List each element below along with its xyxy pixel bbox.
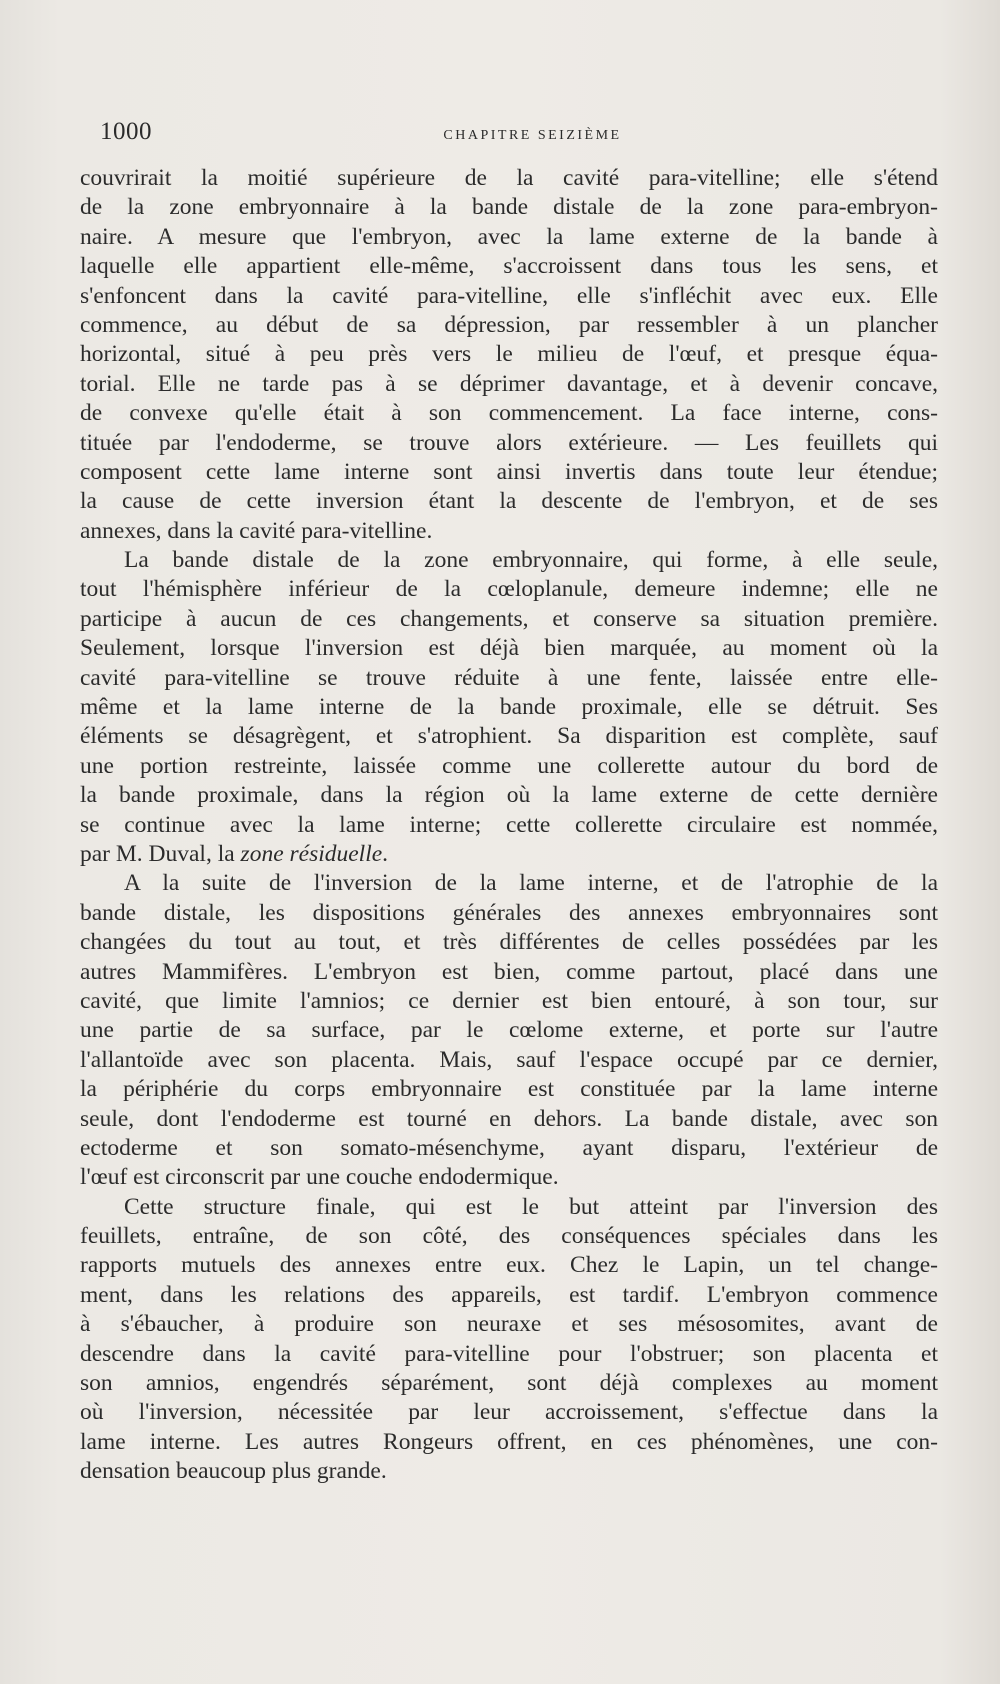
- body-text: [80, 164, 938, 1487]
- text-line: l'œuf est circonscrit par une couche endodermique.: [80, 1164, 559, 1191]
- text-line: Seulement, lorsque l'inversion est déjà bien marquée, au moment où la: [80, 635, 938, 662]
- text-line: laquelle elle appartient elle-même, s'accroissent dans tous les sens, et: [80, 253, 938, 280]
- text-line: Cette structure finale, qui est le but atteint par l'inversion des: [124, 1193, 938, 1220]
- text-line: couvrirait la moitié supérieure de la cavité para-vitelline; elle s'étend: [80, 165, 938, 191]
- text-line: s'enfoncent dans la cavité para-vitelline, elle s'infléchit avec eux. Elle: [80, 282, 938, 309]
- text-line: commence, au début de sa dépression, par ressembler à un plancher: [80, 311, 938, 338]
- text-line: de la zone embryonnaire à la bande distale de la zone para-embryon-: [80, 194, 938, 221]
- running-head: [95, 118, 940, 148]
- text-line: ectoderme et son somato-mésenchyme, ayant disparu, l'extérieur de: [80, 1134, 938, 1161]
- paragraph-2: [80, 546, 938, 869]
- text-line: torial. Elle ne tarde pas à se déprimer davantage, et à devenir concave,: [80, 370, 938, 397]
- text-line: lame interne. Les autres Rongeurs offrent, en ces phénomènes, une con-: [80, 1428, 938, 1455]
- text-line: changées du tout au tout, et très différentes de celles possédées par les: [80, 929, 938, 956]
- text-line: seule, dont l'endoderme est tourné en dehors. La bande distale, avec son: [80, 1105, 938, 1132]
- text-line: une partie de sa surface, par le cœlome externe, et porte sur l'autre: [80, 1017, 938, 1044]
- text-line: densation beaucoup plus grande.: [80, 1458, 387, 1485]
- paragraph-4: [80, 1193, 938, 1487]
- text-line: participe à aucun de ces changements, et conserve sa situation première.: [80, 605, 938, 632]
- text-line: par M. Duval, la zone résiduelle.: [80, 840, 389, 867]
- text-line: se continue avec la lame interne; cette collerette circulaire est nommée,: [80, 811, 938, 838]
- paragraph-3: [80, 869, 938, 1192]
- text-line: naire. A mesure que l'embryon, avec la lame externe de la bande à: [80, 223, 938, 250]
- chapter-title: CHAPITRE SEIZIÈME: [443, 128, 622, 143]
- text-line: une portion restreinte, laissée comme une collerette autour du bord de: [80, 752, 938, 779]
- text-line: composent cette lame interne sont ainsi invertis dans toute leur étendue;: [80, 458, 938, 485]
- text-line: tout l'hémisphère inférieur de la cœloplanule, demeure indemne; elle ne: [80, 576, 938, 603]
- text-line: La bande distale de la zone embryonnaire, qui forme, à elle seule,: [124, 547, 938, 574]
- text-line: bande distale, les dispositions générales des annexes embryonnaires sont: [80, 899, 938, 926]
- text-line: A la suite de l'inversion de la lame interne, et de l'atrophie de la: [124, 870, 938, 897]
- text-line: où l'inversion, nécessitée par leur accroissement, s'effectue dans la: [80, 1399, 938, 1426]
- emphasized-term: zone résiduelle: [240, 840, 383, 867]
- text-line: ment, dans les relations des appareils, est tardif. L'embryon commence: [80, 1281, 938, 1308]
- paragraph-1: [80, 164, 938, 546]
- text-line: autres Mammifères. L'embryon est bien, comme partout, placé dans une: [80, 958, 938, 985]
- text-line: feuillets, entraîne, de son côté, des conséquences spéciales dans les: [80, 1223, 938, 1250]
- text-line: à s'ébaucher, à produire son neuraxe et ses mésosomites, avant de: [80, 1311, 938, 1338]
- text-line: horizontal, situé à peu près vers le milieu de l'œuf, et presque équa-: [80, 341, 938, 368]
- text-line: annexes, dans la cavité para-vitelline.: [80, 517, 433, 544]
- text-line: l'allantoïde avec son placenta. Mais, sauf l'espace occupé par ce dernier,: [80, 1046, 938, 1073]
- text-line: descendre dans la cavité para-vitelline pour l'obstruer; son placenta et: [80, 1340, 938, 1367]
- text-line: la périphérie du corps embryonnaire est constituée par la lame interne: [80, 1076, 938, 1103]
- text-line: tituée par l'endoderme, se trouve alors extérieure. — Les feuillets qui: [80, 429, 938, 456]
- text-line: son amnios, engendrés séparément, sont déjà complexes au moment: [80, 1370, 938, 1397]
- text-line: même et la lame interne de la bande proximale, elle se détruit. Ses: [80, 694, 938, 721]
- page-number: 1000: [100, 118, 152, 145]
- text-line: la bande proximale, dans la région où la lame externe de cette dernière: [80, 782, 938, 809]
- text-line: rapports mutuels des annexes entre eux. Chez le Lapin, un tel change-: [80, 1252, 938, 1279]
- text-line: cavité, que limite l'amnios; ce dernier est bien entouré, à son tour, sur: [80, 987, 938, 1014]
- text-line: la cause de cette inversion étant la descente de l'embryon, et de ses: [80, 488, 938, 515]
- text-line: cavité para-vitelline se trouve réduite à une fente, laissée entre elle-: [80, 664, 938, 691]
- text-line: de convexe qu'elle était à son commencement. La face interne, cons-: [80, 400, 938, 427]
- text-line: éléments se désagrègent, et s'atrophient. Sa disparition est complète, sauf: [80, 723, 938, 750]
